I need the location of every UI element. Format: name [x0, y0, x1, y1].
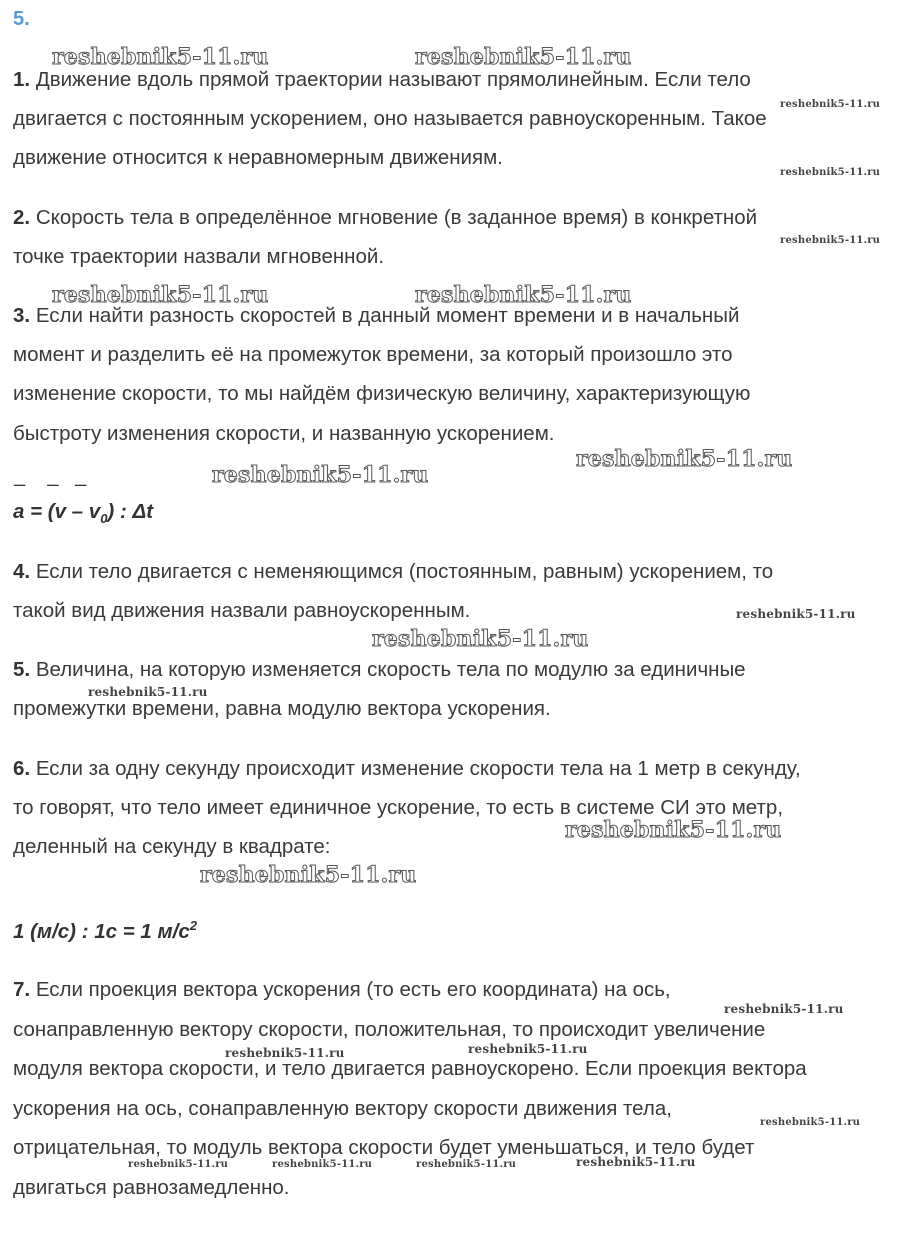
paragraph-5-line-2: промежутки времени, равна модулю вектора ускорения.: [13, 697, 551, 720]
watermark: reshebnik5-11.ru: [212, 462, 429, 488]
paragraph-number: 4.: [13, 560, 31, 583]
watermark: reshebnik5-11.ru: [736, 607, 856, 621]
paragraph-2-line-2: точке траектории назвали мгновенной.: [13, 245, 385, 268]
paragraph-5-line-1: 5. Величина, на которую изменяется скорость тела по модулю за единичные: [13, 658, 746, 681]
paragraph-6-line-3: деленный на секунду в квадрате:: [13, 835, 331, 858]
paragraph-1-line-3: движение относится к неравномерным движениям.: [13, 146, 503, 169]
paragraph-3-line-4: быстроту изменения скорости, и названную ускорением.: [13, 422, 555, 445]
paragraph-3-line-3: изменение скорости, то мы найдём физическую величину, характеризующую: [13, 382, 751, 405]
paragraph-number: 3.: [13, 304, 31, 327]
paragraph-3-line-2: момент и разделить её на промежуток времени, за который произошло это: [13, 343, 733, 366]
watermark: reshebnik5-11.ru: [225, 1046, 345, 1060]
watermark: reshebnik5-11.ru: [272, 1159, 373, 1170]
watermark: reshebnik5-11.ru: [415, 44, 632, 70]
exercise-number: 5.: [13, 8, 30, 30]
paragraph-number: 2.: [13, 206, 31, 229]
paragraph-6-line-1: 6. Если за одну секунду происходит изменение скорости тела на 1 метр в секунду,: [13, 757, 801, 780]
watermark: reshebnik5-11.ru: [416, 1159, 517, 1170]
paragraph-7-line-6: двигаться равнозамедленно.: [13, 1176, 290, 1199]
watermark: reshebnik5-11.ru: [780, 235, 881, 246]
paragraph-2-line-1: 2. Скорость тела в определённое мгновение (в заданное время) в конкретной: [13, 206, 758, 229]
paragraph-4-line-2: такой вид движения назвали равноускоренным.: [13, 599, 471, 622]
watermark: reshebnik5-11.ru: [780, 99, 881, 110]
paragraph-7-line-3: модуля вектора скорости, и тело двигается равноускорено. Если проекция вектора: [13, 1057, 807, 1080]
watermark: reshebnik5-11.ru: [52, 282, 269, 308]
watermark: reshebnik5-11.ru: [52, 44, 269, 70]
paragraph-3-line-1: 3. Если найти разность скоростей в данный момент времени и в начальный: [13, 304, 740, 327]
paragraph-1-line-1: 1. Движение вдоль прямой траектории называют прямолинейным. Если тело: [13, 68, 751, 91]
paragraph-number: 5.: [13, 658, 31, 681]
paragraph-7-line-5: отрицательная, то модуль вектора скорости будет уменьшаться, и тело будет: [13, 1136, 755, 1159]
watermark: reshebnik5-11.ru: [88, 685, 208, 699]
paragraph-4-line-1: 4. Если тело двигается с неменяющимся (постоянным, равным) ускорением, то: [13, 560, 774, 583]
paragraph-number: 1.: [13, 68, 31, 91]
paragraph-6-line-2: то говорят, что тело имеет единичное ускорение, то есть в системе СИ это метр,: [13, 796, 784, 819]
watermark: reshebnik5-11.ru: [576, 446, 793, 472]
watermark: reshebnik5-11.ru: [780, 167, 881, 178]
watermark: reshebnik5-11.ru: [468, 1042, 588, 1056]
formula-unit-acceleration: 1 (м/с) : 1с = 1 $м/с^2$: [13, 918, 197, 943]
watermark: reshebnik5-11.ru: [128, 1159, 229, 1170]
paragraph-7-line-2: сонаправленную вектору скорости, положительная, то происходит увеличение: [13, 1018, 766, 1041]
watermark: reshebnik5-11.ru: [724, 1002, 844, 1016]
watermark: reshebnik5-11.ru: [200, 862, 417, 888]
paragraph-7-line-4: ускорения на ось, сонаправленную вектору скорости движения тела,: [13, 1097, 672, 1120]
formula-acceleration: $a = (v - v_0)$ : Δt: [13, 500, 154, 527]
paragraph-7-line-1: 7. Если проекция вектора ускорения (то есть его координата) на ось,: [13, 978, 671, 1001]
watermark: reshebnik5-11.ru: [372, 626, 589, 652]
paragraph-number: 6.: [13, 757, 31, 780]
paragraph-1-line-2: двигается с постоянным ускорением, оно называется равноускоренным. Такое: [13, 107, 767, 130]
watermark: reshebnik5-11.ru: [760, 1117, 861, 1128]
watermark: reshebnik5-11.ru: [415, 282, 632, 308]
vector-marks: _ _ _: [14, 465, 87, 487]
watermark: reshebnik5-11.ru: [576, 1155, 696, 1169]
paragraph-number: 7.: [13, 978, 31, 1001]
watermark: reshebnik5-11.ru: [565, 817, 782, 843]
